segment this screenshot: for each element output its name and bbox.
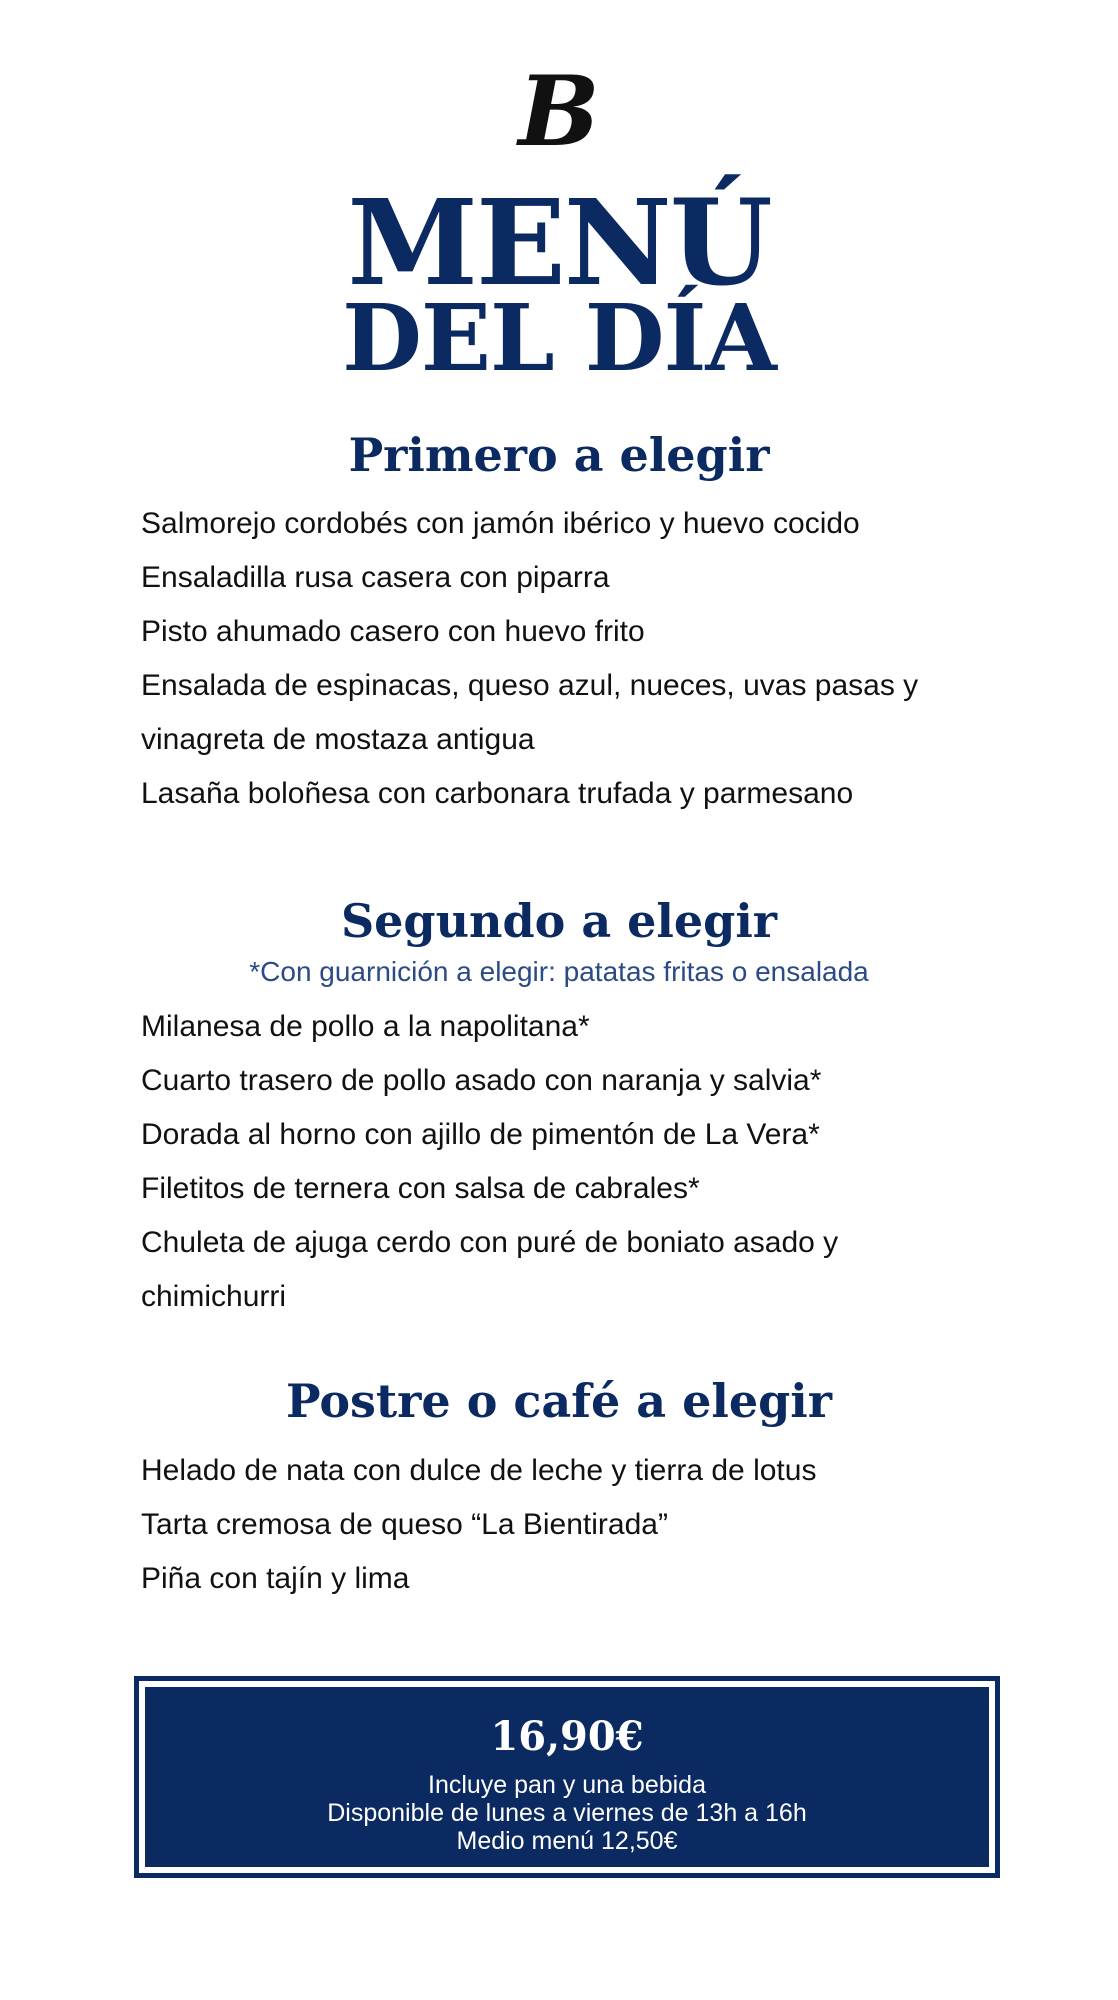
menu-item: vinagreta de mostaza antigua xyxy=(141,723,535,756)
menu-item: Ensaladilla rusa casera con piparra xyxy=(141,561,610,594)
price-box-inner xyxy=(145,1687,989,1867)
menu-item: chimichurri xyxy=(141,1280,287,1313)
menu-item: Dorada al horno con ajillo de pimentón de La Vera* xyxy=(141,1118,820,1151)
section-note-garnish: *Con guarnición a elegir: patatas fritas o ensalada xyxy=(249,956,869,987)
logo-mark: B xyxy=(518,55,600,168)
price-note-half-menu: Medio menú 12,50€ xyxy=(456,1827,678,1855)
menu-item: Tarta cremosa de queso “La Bientirada” xyxy=(141,1508,668,1541)
section-heading-postre: Postre o café a elegir xyxy=(286,1374,832,1428)
menu-item: Milanesa de pollo a la napolitana* xyxy=(141,1010,590,1043)
item-list-segundo xyxy=(141,1000,1001,1324)
menu-item: Lasaña boloñesa con carbonara trufada y parmesano xyxy=(141,777,854,810)
section-heading-primero: Primero a elegir xyxy=(348,428,770,482)
menu-item: Cuarto trasero de pollo asado con naranja y salvia* xyxy=(141,1064,822,1097)
menu-title-line1: MENÚ xyxy=(347,173,771,312)
menu-item: Chuleta de ajuga cerdo con puré de boniato asado y xyxy=(141,1226,839,1259)
menu-item: Piña con tajín y lima xyxy=(141,1562,410,1595)
menu-item: Salmorejo cordobés con jamón ibérico y huevo cocido xyxy=(141,507,860,540)
section-heading-segundo: Segundo a elegir xyxy=(340,894,778,948)
menu-title-line2: DEL DÍA xyxy=(342,284,776,392)
menu-item: Pisto ahumado casero con huevo frito xyxy=(141,615,645,648)
price-note-includes: Incluye pan y una bebida xyxy=(428,1771,706,1799)
menu-item: Ensalada de espinacas, queso azul, nueces, uvas pasas y xyxy=(141,669,919,702)
menu-item: Filetitos de ternera con salsa de cabrales* xyxy=(141,1172,700,1205)
price-box xyxy=(134,1676,1000,1878)
item-list-postre xyxy=(141,1444,1001,1606)
item-list-primero xyxy=(141,497,1001,821)
menu-price: 16,90€ xyxy=(490,1713,644,1760)
price-note-availability: Disponible de lunes a viernes de 13h a 16h xyxy=(327,1799,807,1827)
menu-item: Helado de nata con dulce de leche y tierra de lotus xyxy=(141,1454,817,1487)
